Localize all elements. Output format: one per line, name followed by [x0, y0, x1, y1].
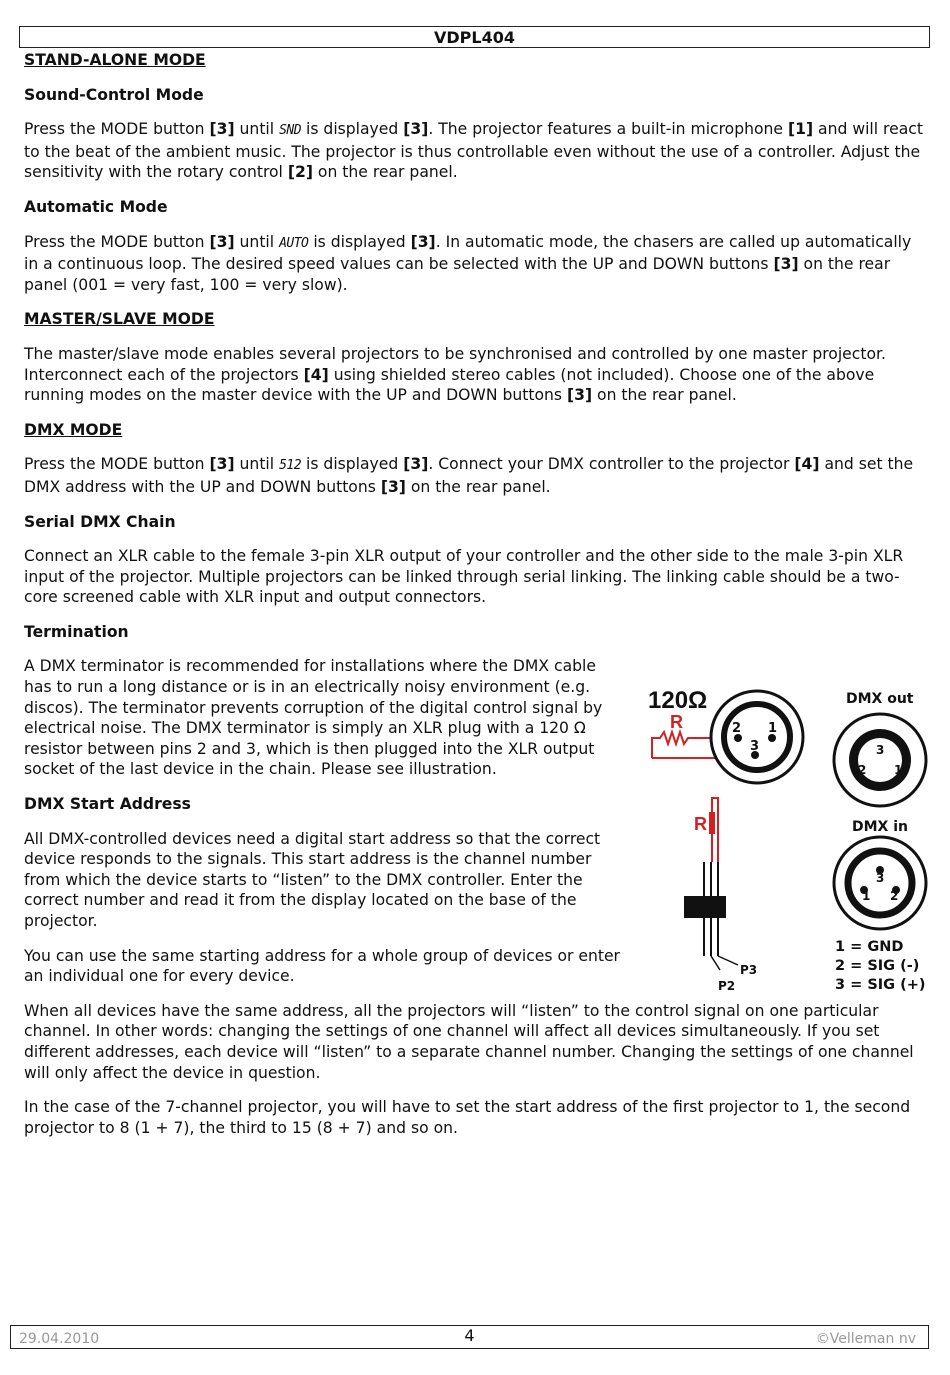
paragraph-start-address-4: In the case of the 7-channel projector, you will have to set the start address of the first projector to 1, the second projector to 8 (1 + 7), the third to 15 (8 + 7) and so on. — [24, 1098, 911, 1137]
legend-sig-minus: 2 = SIG (-) — [835, 958, 920, 974]
resistor-label-side: R — [694, 814, 707, 834]
xlr-terminator-illustration — [640, 680, 940, 1000]
paragraph-start-address-1: All DMX-controlled devices need a digital start address so that the correct device responds to the signals. This start address is the channel number from which the device starts to “listen” to the DMX controller. Enter the correct number and read it from the display located on the base of the projector. — [24, 829, 601, 930]
subsection-title-termination: Termination — [24, 622, 129, 641]
pin-3-label: 3 — [750, 739, 760, 754]
legend-gnd: 1 = GND — [835, 939, 904, 955]
dmx-in-pin-3: 3 — [876, 871, 885, 885]
subsection-title-automatic: Automatic Mode — [24, 197, 168, 216]
paragraph-start-address-2: You can use the same starting address for a whole group of devices or enter an individual one for every device. — [24, 946, 620, 986]
paragraph-serial-chain: Connect an XLR cable to the female 3-pin XLR output of your controller and the other side to the male 3-pin XLR input of the projector. Multiple projectors can be linked through serial linking. The linking cable should be a two-core screened cable with XLR input and output connectors. — [24, 547, 904, 607]
paragraph-automatic: Press the MODE button [3] until AUTO is displayed [3]. In automatic mode, the chasers are called up automatically in a continuous loop. The desired speed values can be selected with the UP and DOWN buttons [3] on the rear panel (001 = very fast, 100 = very slow). — [24, 232, 912, 294]
display-code-auto: AUTO — [279, 235, 309, 251]
dmx-out-label: DMX out — [846, 691, 914, 707]
footer-date: 29.04.2010 — [19, 1331, 100, 1347]
dmx-in-label: DMX in — [852, 819, 908, 835]
resistor-label-top: R — [670, 712, 683, 732]
p3-pointer — [718, 956, 738, 965]
footer-page-number: 4 — [464, 1326, 475, 1345]
section-title-master-slave: MASTER/SLAVE MODE — [24, 310, 215, 329]
ohm-label: 120Ω — [648, 687, 708, 714]
paragraph-dmx-mode: Press the MODE button [3] until 512 is displayed [3]. Connect your DMX controller to the projector [4] and set the DMX address with the UP and DOWN buttons [3] on the rear panel. — [24, 455, 914, 496]
plug-body — [684, 896, 726, 918]
page-footer — [10, 1325, 929, 1349]
subsection-title-serial-chain: Serial DMX Chain — [24, 512, 176, 531]
paragraph-termination: A DMX terminator is recommended for installations where the DMX cable has to run a long distance or is in an electrically noisy environment (e.g. discos). The terminator prevents corruption of the digital control signal by electrical noise. The DMX terminator is simply an XLR plug with a 120 Ω resistor between pins 2 and 3, which is then plugged into the XLR output socket of the last device in the chain. Please see illustration. — [24, 657, 603, 779]
header-title: VDPL404 — [434, 28, 515, 47]
pin-1-label: 1 — [768, 721, 778, 736]
page-header — [19, 26, 930, 48]
dmx-out-pin-1: 1 — [894, 763, 903, 777]
footer-copyright: ©Velleman nv — [815, 1331, 916, 1347]
display-code-512: 512 — [279, 458, 302, 474]
pin-2-label: 2 — [732, 721, 742, 736]
p2-label: P2 — [718, 979, 736, 993]
paragraph-master-slave: The master/slave mode enables several projectors to be synchronised and controlled by one master projector. Interconnect each of the projectors [4] using shielded stereo cables (not included). Choose one of the above running modes on the master device with the UP and DOWN buttons [3] on the rear panel. — [24, 344, 886, 405]
dmx-in-pin-1: 1 — [862, 889, 871, 903]
paragraph-sound-control: Press the MODE button [3] until SND is displayed [3]. The projector features a built-in microphone [1] and will react to the beat of the ambient music. The projector is thus controllable even without the use of a controller. Adjust the sensitivity with the rotary control [2] on the rear panel. — [24, 120, 923, 182]
display-code-snd: SND — [279, 123, 302, 139]
legend-sig-plus: 3 = SIG (+) — [835, 977, 926, 993]
subsection-title-sound-control: Sound-Control Mode — [24, 85, 204, 104]
resistor-body — [709, 812, 715, 834]
p3-label: P3 — [740, 963, 758, 977]
section-title-stand-alone: STAND-ALONE MODE — [24, 51, 206, 69]
dmx-out-pin-2: 2 — [858, 763, 867, 777]
section-title-dmx-mode: DMX MODE — [24, 420, 123, 439]
p2-pointer — [711, 956, 720, 970]
paragraph-start-address-3: When all devices have the same address, all the projectors will “listen” to the control signal on one particular channel. In other words: changing the settings of one channel will affect all devices simultaneously. If you set different addresses, each device will “listen” to a separate channel number. Changing the settings of one channel will only affect the device in question. — [24, 1001, 914, 1082]
dmx-out-pin-3: 3 — [876, 743, 885, 757]
subsection-title-start-address: DMX Start Address — [24, 795, 191, 814]
dmx-in-pin-2: 2 — [890, 889, 899, 903]
